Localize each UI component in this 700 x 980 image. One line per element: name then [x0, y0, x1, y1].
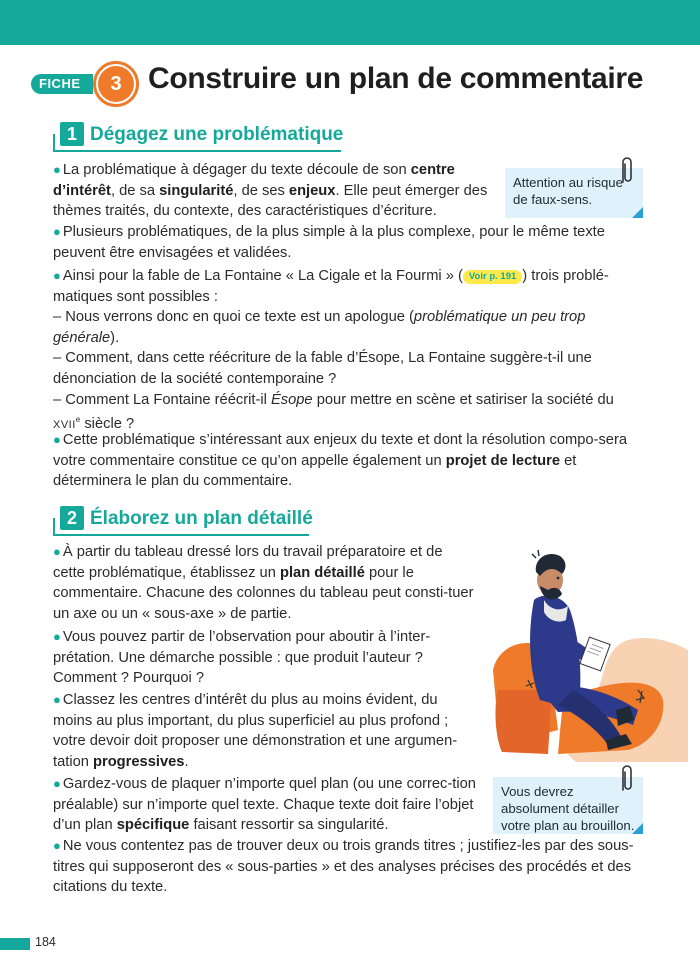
paperclip-icon: [618, 762, 634, 794]
bullet-icon: ●: [53, 432, 61, 447]
reading-man-illustration: [488, 540, 688, 762]
bullet-icon: ●: [53, 162, 61, 177]
bullet-icon: ●: [53, 776, 61, 791]
paperclip-icon: [618, 154, 634, 186]
section-1-heading: [53, 122, 343, 152]
paragraph-exemple-fable: ● Ainsi pour la fable de La Fontaine « La Cigale et la Fourmi » ( Voir p. 191 ) trois problé-matiques sont possibles : – Nous verrons donc en quoi ce texte est un apologue (problématique un peu trop générale). – Comment, dans cette réécriture de la fable d’Ésope, La Fontaine suggère-t-il une dénonciation de la société contemporaine ? – Comment La Fontaine réécrit-il Ésope pour mettre en scène et satiriser la société du XVIIe siècle ?: [53, 268, 614, 433]
fiche-number: 3: [98, 66, 134, 102]
fiche-label: FICHE: [31, 74, 93, 94]
section-title: Dégagez une problématique: [90, 124, 344, 145]
page-number: 184: [35, 935, 56, 949]
bullet-icon: ●: [53, 838, 61, 853]
section-number: 1: [60, 122, 84, 146]
paragraph-plan-detaille: ● À partir du tableau dressé lors du travail préparatoire et de cette problématique, établissez un plan détaillé pour le commentaire. Chacune des colonnes du tableau peut consti-tuer un axe ou un « sous-axe » de partie.: [53, 544, 474, 622]
paragraph-classez-centres: ● Classez les centres d’intérêt du plus au moins évident, du moins au plus important, du plus superficiel au plus profond ; votre devoir doit proposer une démonstration et une argumen-tation progressives.: [53, 692, 458, 770]
bullet-icon: ●: [53, 629, 61, 644]
paragraph-problematique-definition: ● La problématique à dégager du texte découle de son centre d’intérêt, de sa singularité, de ses enjeux. Elle peut émerger des thèmes traités, du contexte, des caractéristiques d’écriture.: [53, 162, 488, 220]
paragraph-sous-titres: ● Ne vous contentez pas de trouver deux ou trois grands titres ; justifiez-les par des sous-titres qui supposeront des « sous-parties » et des analyses précises des procédés et des citations du texte.: [53, 838, 634, 896]
paragraph-observation-interpretation: ● Vous pouvez partir de l’observation pour aboutir à l’inter-prétation. Une démarche possible : que produit l’auteur ? Comment ? Pourquoi ?: [53, 629, 431, 687]
sticky-note-brouillon: Vous devrez absolument détailler votre plan au brouillon.: [493, 777, 643, 834]
page-title: Construire un plan de commentaire: [148, 62, 644, 95]
section-2-heading: [53, 506, 313, 536]
bullet-icon: ●: [53, 224, 61, 239]
folio-band: [0, 938, 30, 950]
heading-underline: [63, 534, 309, 536]
heading-underline: [63, 150, 341, 152]
sticky-note-faux-sens: Attention au risque de faux-sens.: [505, 168, 643, 218]
paragraph-projet-de-lecture: ● Cette problématique s’intéressant aux enjeux du texte et dont la résolution compo-sera votre commentaire constitue ce qu’on appelle également un projet de lecture et déterminera le plan du commentaire.: [53, 432, 628, 490]
section-title: Élaborez un plan détaillé: [90, 508, 313, 529]
note-corner-fold: [632, 207, 643, 218]
note-corner-fold: [632, 823, 643, 834]
page-reference-link[interactable]: Voir p. 191: [463, 270, 522, 284]
bullet-icon: ●: [53, 268, 61, 283]
section-number: 2: [60, 506, 84, 530]
paragraph-plusieurs-problematiques: ● Plusieurs problématiques, de la plus simple à la plus complexe, pour le même texte peuvent être envisagées et validées.: [53, 224, 605, 261]
bullet-icon: ●: [53, 692, 61, 707]
paragraph-gardez-vous: ● Gardez-vous de plaquer n’importe quel plan (ou une correc-tion préalable) sur n’importe quel texte. Chaque texte doit faire l’objet d’un plan spécifique faisant ressortir sa singularité.: [53, 776, 476, 834]
bullet-icon: ●: [53, 544, 61, 559]
top-color-band: [0, 0, 700, 45]
